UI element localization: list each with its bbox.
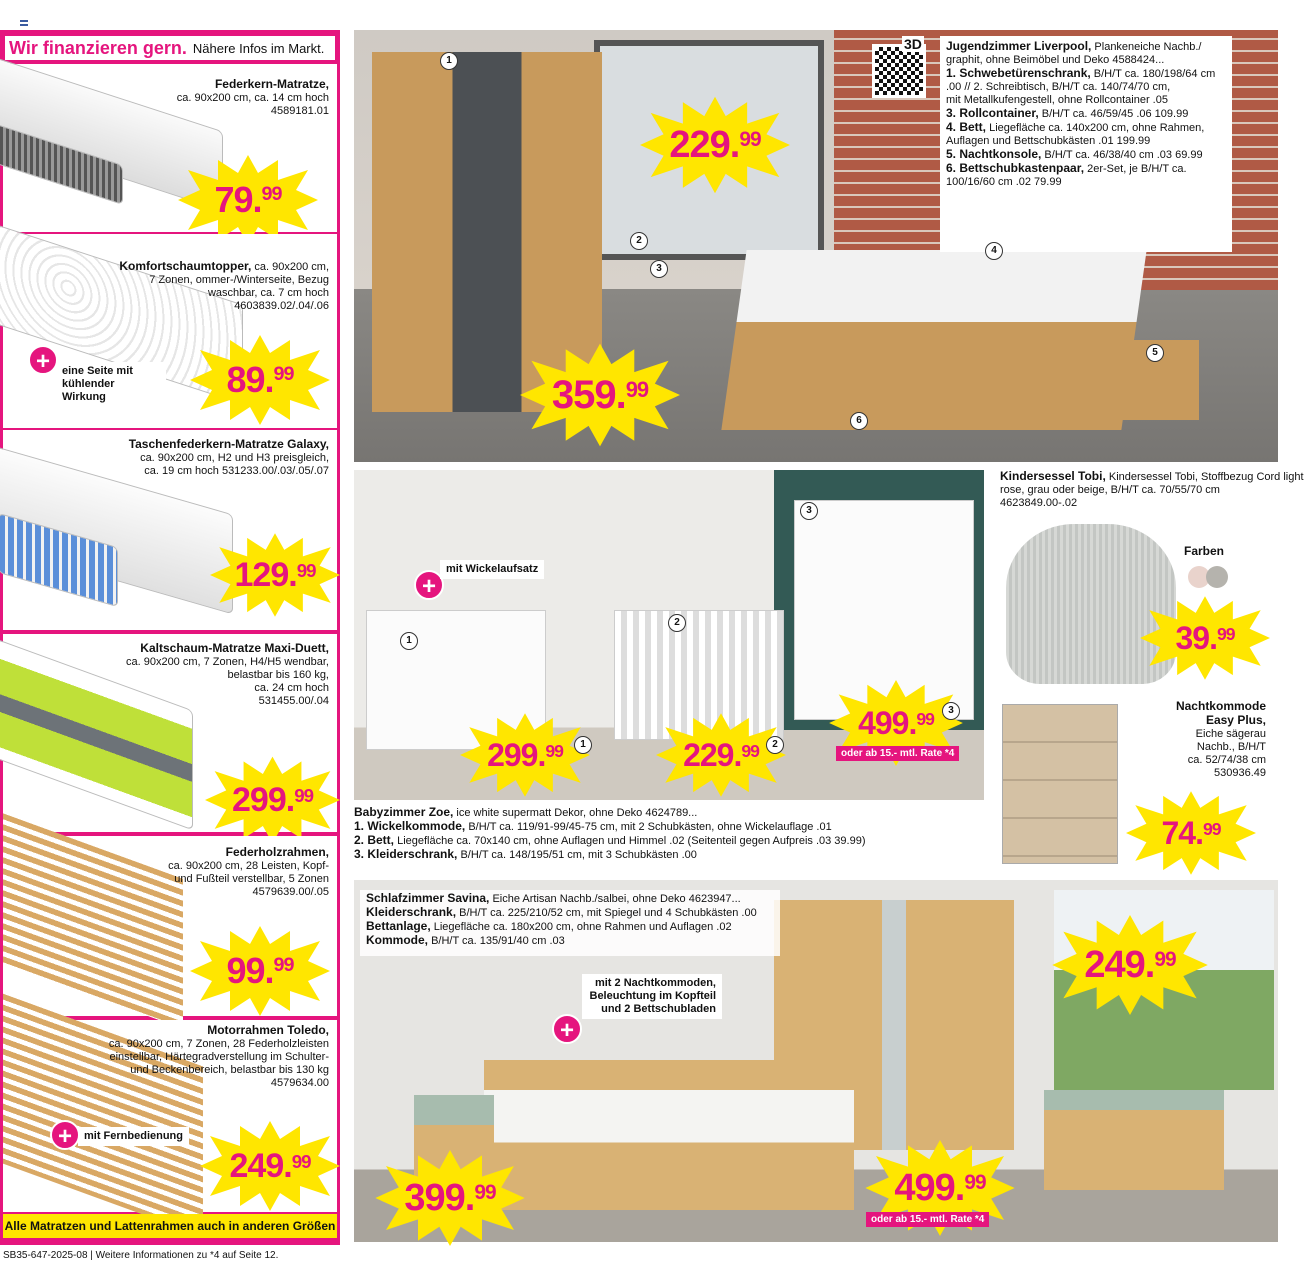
footer-note: SB35-647-2025-08 | Weitere Informationen zu *4 auf Seite 12. bbox=[3, 1250, 279, 1261]
item-number: 3 bbox=[650, 260, 668, 278]
price-burst: 99.99 bbox=[190, 926, 330, 1016]
plus-icon: + bbox=[414, 570, 444, 600]
price-burst: 299.99 bbox=[460, 712, 590, 798]
color-swatch-grey[interactable] bbox=[1206, 566, 1228, 588]
item-number: 3 bbox=[800, 502, 818, 520]
price-burst: 249.99 bbox=[200, 1120, 340, 1212]
product-info: Federkern-Matratze, ca. 90x200 cm, ca. 14 cm hoch 4589181.01 bbox=[176, 77, 329, 117]
plus-icon: + bbox=[28, 345, 58, 375]
bed-image bbox=[721, 250, 1146, 430]
product-info: Motorrahmen Toledo, ca. 90x200 cm, 7 Zonen, 28 Federholzleisten einstellbar, Härtegradverstellung im Schulter- und Beckenbereich, belastbar bis 130 kg 4579634.00 bbox=[108, 1023, 329, 1089]
product-info: Komfortschaumtopper, ca. 90x200 cm, 7 Zonen, ommer-/Winterseite, Bezug waschbar, ca. 7 cm hoch 4603839.02/.04/.06 bbox=[119, 259, 329, 312]
finance-highlight: Wir finanzieren gern. bbox=[9, 37, 187, 58]
savina-info: Schlafzimmer Savina, Eiche Artisan Nachb./salbei, ohne Deko 4623947... Kleiderschrank, B/H/T ca. 225/210/52 cm, mit Spiegel und 4 Schubkästen .00 Bettanlage, Liegefläche ca. 180x200 cm, ohne Rahmen und Auflagen .02 Kommode, B/H/T ca. 135/91/40 cm .03 bbox=[360, 890, 780, 956]
feature-badge: mit Wickelaufsatz bbox=[440, 560, 544, 579]
product-info: Kaltschaum-Matratze Maxi-Duett, ca. 90x200 cm, 7 Zonen, H4/H5 wendbar, belastbar bis 160 kg, ca. 24 cm hoch 531455.00/.04 bbox=[125, 641, 329, 707]
item-number: 4 bbox=[985, 242, 1003, 260]
item-number: 1 bbox=[574, 736, 592, 754]
item-number: 2 bbox=[668, 614, 686, 632]
financing-rate: oder ab 15.- mtl. Rate *4 bbox=[866, 1212, 989, 1227]
nightstand-image bbox=[1089, 340, 1199, 420]
tobi-info: Kindersessel Tobi, Kindersessel Tobi, Stoffbezug Cord light rose, grau oder beige, B/H/T ca. 70/55/70 cm 4623849.00-.02 bbox=[994, 468, 1274, 518]
item-number: 1 bbox=[440, 52, 458, 70]
item-number: 3 bbox=[942, 702, 960, 720]
slatted-frame-image bbox=[3, 813, 183, 1029]
price-burst: 249.99 bbox=[1050, 915, 1210, 1015]
price-burst: 359.99 bbox=[520, 340, 680, 450]
price-burst: 39.99 bbox=[1140, 595, 1270, 681]
item-number: 1 bbox=[400, 632, 418, 650]
plus-icon: + bbox=[50, 1120, 80, 1150]
bed-image bbox=[484, 1060, 854, 1210]
easyplus-info: Nachtkommode Easy Plus, Eiche sägerau Nachb., B/H/T ca. 52/74/38 cm 530936.49 bbox=[1130, 698, 1270, 782]
corner-mark-icon bbox=[20, 20, 28, 26]
feature-badge: mit 2 Nachtkommoden, Beleuchtung im Kopfteil und 2 Bettschubladen bbox=[582, 974, 722, 1019]
item-number: 2 bbox=[630, 232, 648, 250]
price-burst: 89.99 bbox=[190, 335, 330, 425]
size-note: Alle Matratzen und Lattenrahmen auch in anderen Größen bbox=[3, 1214, 337, 1238]
price-burst: 499.99 bbox=[826, 680, 966, 766]
chest-of-drawers-image bbox=[1002, 704, 1118, 864]
price-burst: 299.99 bbox=[205, 755, 340, 845]
feature-badge: eine Seite mit kühlender Wirkung bbox=[56, 362, 166, 407]
badge-3d: 3D bbox=[904, 36, 922, 52]
plus-icon: + bbox=[552, 1014, 582, 1044]
price-burst: 499.99 bbox=[860, 1140, 1020, 1236]
zoe-info: Babyzimmer Zoe, ice white supermatt Dekor, ohne Deko 4624789... 1. Wickelkommode, B/H/T ca. 119/91-99/45-75 cm, mit 2 Schubkästen, ohne Wickelauflage .01 2. Bett, Liegefläche ca. 70x140 cm, ohne Auflagen und Himmel .02 (Seitenteil gegen Aufpreis .03 39.99) 3. Kleiderschrank, B/H/T ca. 148/195/51 cm, mit 3 Schubkästen .00 bbox=[348, 804, 984, 868]
item-number: 6 bbox=[850, 412, 868, 430]
product-info: Federholzrahmen, ca. 90x200 cm, 28 Leisten, Kopf- und Fußteil verstellbar, 5 Zonen 4579639.00/.05 bbox=[168, 845, 329, 898]
item-number: 2 bbox=[766, 736, 784, 754]
qr-code-icon[interactable] bbox=[872, 44, 926, 98]
farben-label: Farben bbox=[1184, 544, 1225, 558]
price-burst: 229.99 bbox=[640, 95, 790, 195]
feature-badge: mit Fernbedienung bbox=[78, 1127, 189, 1146]
price-burst: 74.99 bbox=[1126, 790, 1256, 876]
price-burst: 399.99 bbox=[370, 1150, 530, 1246]
item-number: 5 bbox=[1146, 344, 1164, 362]
product-info: Taschenfederkern-Matratze Galaxy, ca. 90x200 cm, H2 und H3 preisgleich, ca. 19 cm hoch 531233.00/.03/.05/.07 bbox=[128, 437, 329, 477]
liverpool-info: Jugendzimmer Liverpool, Plankeneiche Nachb./ graphit, ohne Beimöbel und Deko 4588424... 1. Schwebetürenschrank, B/H/T ca. 180/198/64 cm .00 // 2. Schreibtisch, B/H/T ca. 140/74/70 cm, mit Metallkufengestell, ohne Rollcontainer .05 3. Rollcontainer, B/H/T ca. 46/59/45 .06 109.99 4. Bett, Liegefläche ca. 140x200 cm, ohne Rahmen, Auflagen und Bettschubkästen .01 199.99 5. Nachtkonsole, B/H/T ca. 46/38/40 cm .03 69.99 6. Bettschubkastenpaar, 2er-Set, je B/H/T ca. 100/16/60 cm .02 79.99 bbox=[940, 36, 1232, 252]
finance-banner bbox=[3, 34, 337, 62]
finance-text: Nähere Infos im Markt. bbox=[192, 40, 325, 56]
sideboard-image bbox=[1044, 1090, 1224, 1190]
price-burst: 79.99 bbox=[178, 155, 318, 245]
price-burst: 129.99 bbox=[210, 530, 340, 620]
financing-rate: oder ab 15.- mtl. Rate *4 bbox=[836, 746, 959, 761]
price-burst: 229.99 bbox=[656, 712, 786, 798]
